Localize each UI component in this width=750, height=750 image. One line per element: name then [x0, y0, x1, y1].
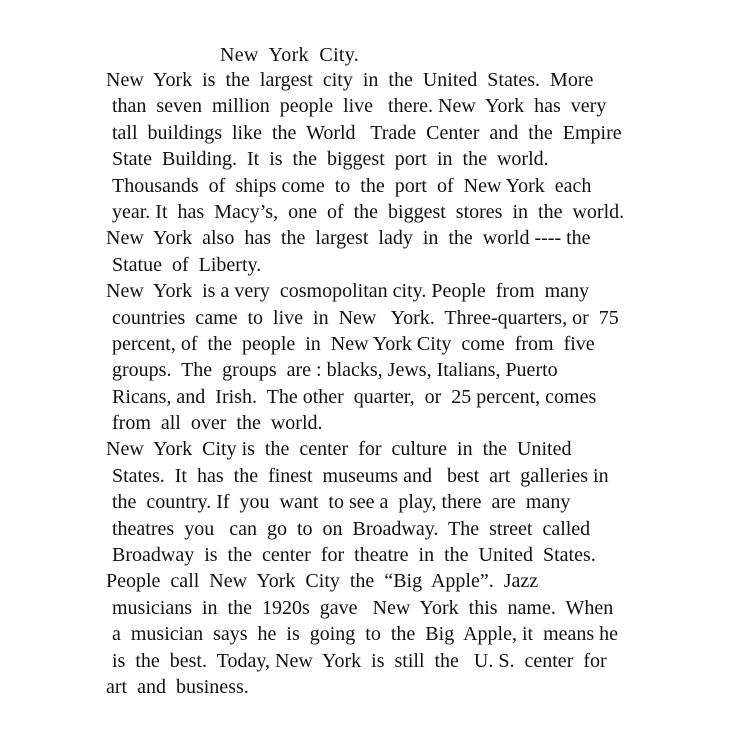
paragraph-1: [106, 67, 726, 278]
text-line: New York City is the center for culture in the United: [106, 438, 572, 461]
text-line: percent, of the people in New York City come from five: [112, 332, 595, 355]
text-line: Statue of Liberty.: [112, 253, 262, 276]
text-line: People call New York City the “Big Apple”. Jazz: [106, 570, 539, 593]
text-line: the country. If you want to see a play, there are many: [112, 491, 571, 514]
text-line: States. It has the finest museums and best art galleries in: [112, 464, 609, 487]
paragraph-3: [106, 436, 726, 568]
text-line: than seven million people live there. New York has very: [112, 95, 607, 118]
document-body: [106, 67, 726, 700]
text-line: musicians in the 1920s gave New York this name. When: [112, 596, 614, 619]
paragraph-2: [106, 278, 726, 436]
text-line: countries came to live in New York. Three-quarters, or 75: [112, 306, 619, 329]
text-line: groups. The groups are : blacks, Jews, Italians, Puerto: [112, 359, 558, 382]
text-line: from all over the world.: [112, 412, 323, 435]
text-line: New York is a very cosmopolitan city. People from many: [106, 280, 590, 303]
text-line: art and business.: [106, 675, 249, 698]
text-line: Thousands of ships come to the port of New York each: [112, 174, 592, 197]
text-line: Ricans, and Irish. The other quarter, or 25 percent, comes: [112, 385, 597, 408]
text-line: State Building. It is the biggest port in the world.: [112, 148, 549, 171]
paragraph-4: [106, 568, 726, 700]
text-line: a musician says he is going to the Big Apple, it means he: [112, 623, 619, 646]
text-line: New York is the largest city in the United States. More: [106, 69, 594, 91]
text-line: is the best. Today, New York is still the U. S. center for: [112, 649, 607, 672]
text-line: theatres you can go to on Broadway. The street called: [112, 517, 591, 540]
document-title: New York City.: [220, 44, 360, 66]
text-line: tall buildings like the World Trade Center and the Empire: [112, 121, 622, 144]
text-line: Broadway is the center for theatre in the United States.: [112, 544, 596, 567]
text-line: New York also has the largest lady in the world ---- the: [106, 227, 591, 250]
text-line: year. It has Macy’s, one of the biggest stores in the world.: [112, 200, 625, 223]
